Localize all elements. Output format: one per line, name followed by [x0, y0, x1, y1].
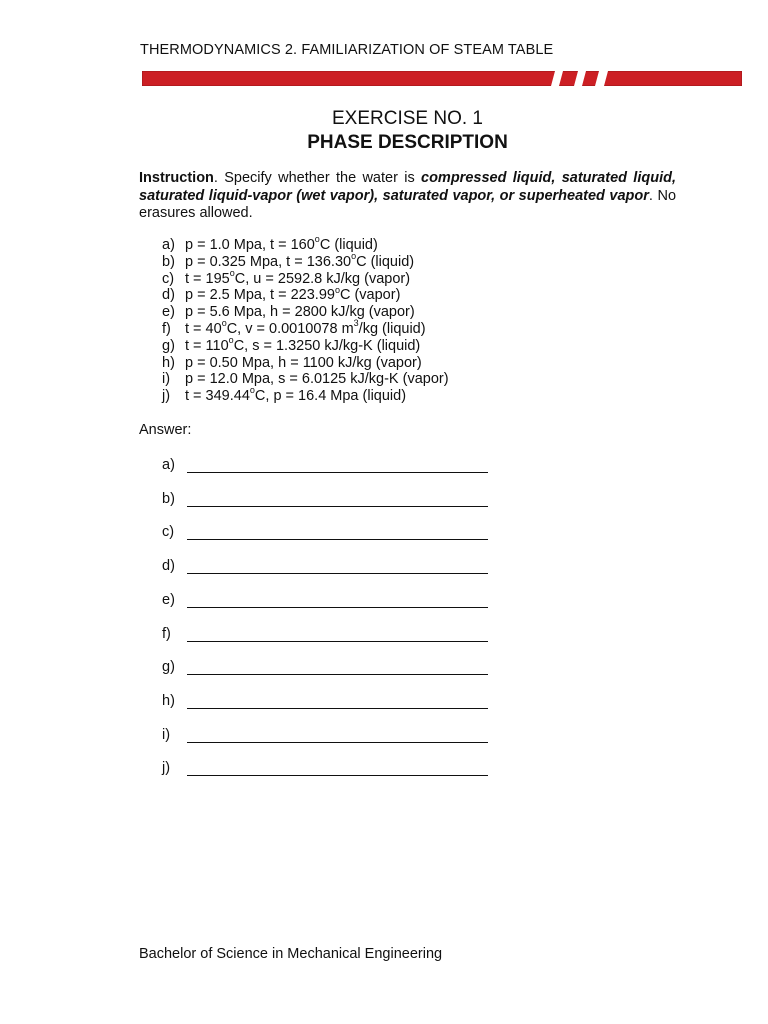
instruction-note: . No erasures allowed. [139, 187, 677, 221]
answer-blank[interactable] [187, 539, 488, 540]
list-item [162, 267, 449, 288]
answer-row [162, 725, 492, 745]
answer-row [162, 657, 492, 677]
instruction-options: compressed liquid, saturated liquid, saturated liquid-vapor (wet vapor), saturated vapor, or superheated vapor [139, 170, 676, 204]
list-item [162, 318, 449, 338]
answer-row [162, 556, 492, 576]
answer-label: Answer: [139, 422, 192, 438]
answer-letter: a) [162, 457, 175, 473]
item-letter: i) [162, 371, 171, 388]
answer-blank[interactable] [187, 607, 488, 608]
item-text: p = 1.0 Mpa, $t = 160^oC$ (liquid) [185, 234, 378, 253]
answer-row [162, 590, 492, 610]
list-item [162, 304, 449, 321]
answer-letter: c) [162, 524, 175, 541]
answer-letter: b) [162, 490, 175, 507]
item-text: p = 2.5 Mpa, $t = 223.99^oC$ (vapor) [185, 284, 401, 304]
item-text: p = 0.50 Mpa, h = 1100 kJ/kg (vapor) [185, 354, 422, 371]
answer-letter: h) [162, 692, 175, 709]
item-letter: h) [162, 354, 175, 371]
list-item [162, 234, 449, 254]
answer-blank[interactable] [187, 641, 488, 642]
answer-blank[interactable] [187, 472, 488, 473]
answer-blank[interactable] [187, 674, 488, 675]
item-text: p = 12.0 Mpa, s = 6.0125 kJ/kg-K (vapor) [185, 371, 449, 388]
answer-blank[interactable] [187, 506, 488, 507]
item-letter: g) [162, 337, 175, 354]
answer-blank[interactable] [187, 573, 488, 574]
answer-letter: e) [162, 591, 175, 608]
answer-row [162, 758, 492, 778]
answer-row [162, 522, 492, 542]
list-item [162, 334, 449, 355]
list-item [162, 371, 449, 388]
document-header: THERMODYNAMICS 2. FAMILIARIZATION OF STEAM TABLE [140, 42, 554, 58]
item-letter: a) [162, 237, 175, 253]
answer-letter: j) [162, 760, 171, 777]
exercise-number: EXERCISE NO. 1 [332, 108, 483, 129]
list-item [162, 355, 449, 372]
answer-row [162, 489, 492, 509]
answer-letter: g) [162, 659, 175, 676]
instruction-text: . Specify whether the water is [213, 170, 421, 186]
answer-letter: i) [162, 726, 171, 743]
item-text: p = 0.325 Mpa, $t = 136.30^oC$ (liquid) [185, 250, 415, 270]
item-letter: c) [162, 270, 175, 287]
list-item [162, 385, 449, 405]
answer-row [162, 624, 492, 644]
item-letter: f) [162, 320, 171, 337]
item-letter: b) [162, 253, 175, 270]
item-text: $t = 40^oC$, v = 0.0010078 $m^3/kg$ (liquid) [185, 318, 426, 337]
answer-blank[interactable] [187, 708, 488, 709]
exercise-title: PHASE DESCRIPTION [307, 132, 508, 153]
answer-letter: d) [162, 558, 175, 575]
problem-list [162, 234, 449, 405]
list-item [162, 250, 449, 271]
list-item [162, 284, 449, 304]
answer-blank[interactable] [187, 742, 488, 743]
item-letter: e) [162, 304, 175, 321]
item-letter: d) [162, 287, 175, 304]
item-text: $t = 349.44^oC$, p = 16.4 Mpa (liquid) [185, 385, 407, 405]
answer-row [162, 455, 492, 475]
answer-row [162, 691, 492, 711]
answer-blank[interactable] [187, 775, 488, 776]
instruction-label: Instruction [139, 170, 214, 186]
item-letter: j) [162, 388, 171, 405]
document-footer: Bachelor of Science in Mechanical Engineering [139, 946, 443, 962]
header-accent-bar [142, 71, 742, 86]
item-text: $t = 195^oC$, u = 2592.8 kJ/kg (vapor) [185, 267, 411, 287]
instruction-paragraph [139, 170, 676, 223]
item-text: p = 5.6 Mpa, h = 2800 kJ/kg (vapor) [185, 304, 415, 321]
item-text: $t = 110^oC$, s = 1.3250 kJ/kg-K (liquid) [185, 334, 421, 354]
answer-letter: f) [162, 625, 171, 642]
